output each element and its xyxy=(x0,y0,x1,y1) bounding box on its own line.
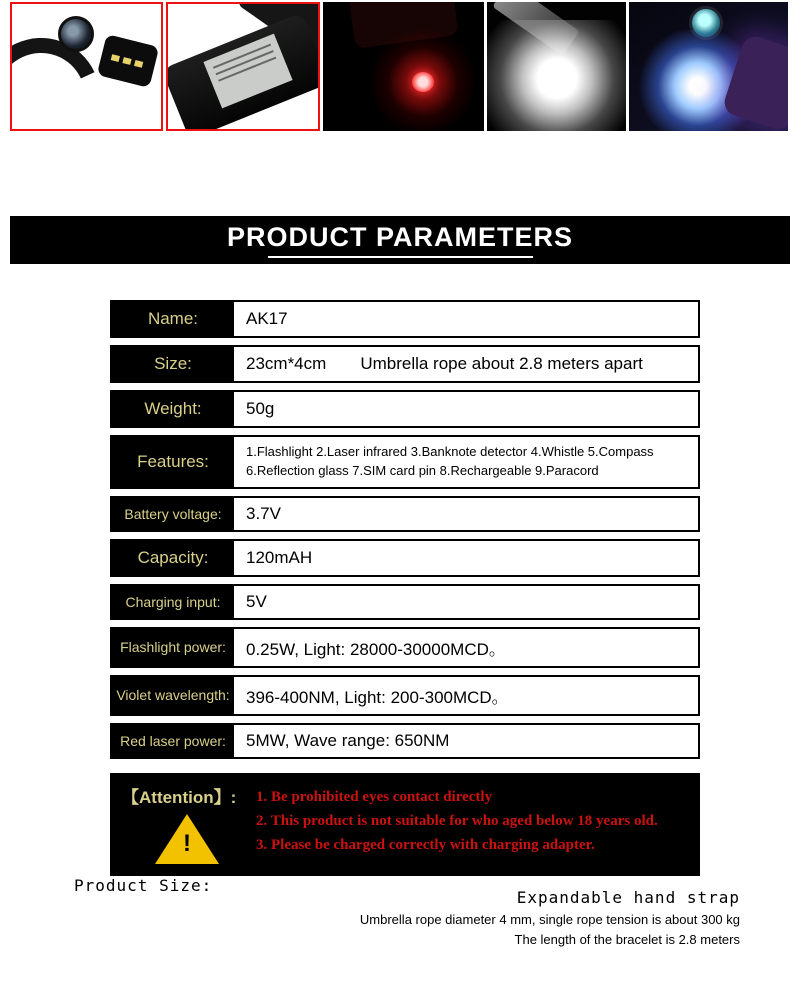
photo-uv-light xyxy=(629,2,788,131)
photo-buckle-label xyxy=(166,2,320,131)
param-value: 120mAH xyxy=(234,541,698,575)
param-label: Battery voltage: xyxy=(112,498,234,530)
section-title: PRODUCT PARAMETERS xyxy=(226,222,573,252)
attention-box xyxy=(110,773,700,876)
laser-dot xyxy=(412,72,434,92)
param-row-features xyxy=(110,435,700,489)
parameters-table xyxy=(110,300,700,759)
attention-items xyxy=(252,783,688,864)
param-row-violet-wavelength xyxy=(110,675,700,716)
param-label: Weight: xyxy=(112,392,234,426)
param-label: Red laser power: xyxy=(112,725,234,757)
attention-heading: 【Attention】: xyxy=(122,787,237,807)
param-value: 23cm*4cm Umbrella rope about 2.8 meters apart xyxy=(234,347,698,381)
photo-bracelet-compass xyxy=(10,2,163,131)
param-label: Features: xyxy=(112,437,234,487)
strap-line-1: Umbrella rope diameter 4 mm, single rope tension is about 300 kg xyxy=(359,912,740,927)
param-value: AK17 xyxy=(234,302,698,336)
param-value: 5MW, Wave range: 650NM xyxy=(234,725,698,757)
warning-triangle-icon: ! xyxy=(155,814,219,864)
param-row-size xyxy=(110,345,700,383)
param-value: 3.7V xyxy=(234,498,698,530)
attention-item: 3. Please be charged correctly with charging adapter. xyxy=(256,837,595,854)
param-label: Charging input: xyxy=(112,586,234,618)
param-value: 1.Flashlight 2.Laser infrared 3.Banknote detector 4.Whistle 5.Compass 6.Reflection glass 7.SIM card pin 8.Rechargeable 9.Paracord xyxy=(234,437,698,487)
param-row-red-laser-power xyxy=(110,723,700,759)
strap-info-block xyxy=(360,888,740,949)
param-row-flashlight-power xyxy=(110,627,700,668)
compass xyxy=(58,16,94,52)
param-row-charging-input xyxy=(110,584,700,620)
photo-red-laser xyxy=(323,2,484,131)
photo-flashlight xyxy=(487,2,626,131)
strap-title: Expandable hand strap xyxy=(516,888,740,907)
section-title-banner xyxy=(10,216,790,264)
strap-line-2: The length of the bracelet is 2.8 meters xyxy=(514,931,740,947)
param-value: 50g xyxy=(234,392,698,426)
param-label: Name: xyxy=(112,302,234,336)
param-value: 5V xyxy=(234,586,698,618)
attention-item: 2. This product is not suitable for who aged below 18 years old. xyxy=(256,812,658,829)
param-label: Capacity: xyxy=(112,541,234,575)
param-label: Size: xyxy=(112,347,234,381)
title-underline xyxy=(268,256,533,258)
param-row-battery-voltage xyxy=(110,496,700,532)
flashlight-beam xyxy=(487,20,626,131)
param-row-weight xyxy=(110,390,700,428)
product-size-label: Product Size: xyxy=(74,876,213,895)
param-label: Flashlight power: xyxy=(112,629,234,666)
param-row-name xyxy=(110,300,700,338)
param-value: 396-400NM, Light: 200-300MCD。 xyxy=(234,677,698,714)
param-value: 0.25W, Light: 28000-30000MCD。 xyxy=(234,629,698,666)
param-label: Violet wavelength: xyxy=(112,677,234,714)
product-photo-strip xyxy=(10,2,791,131)
param-row-capacity xyxy=(110,539,700,577)
attention-item: 1. Be prohibited eyes contact directly xyxy=(256,788,493,805)
